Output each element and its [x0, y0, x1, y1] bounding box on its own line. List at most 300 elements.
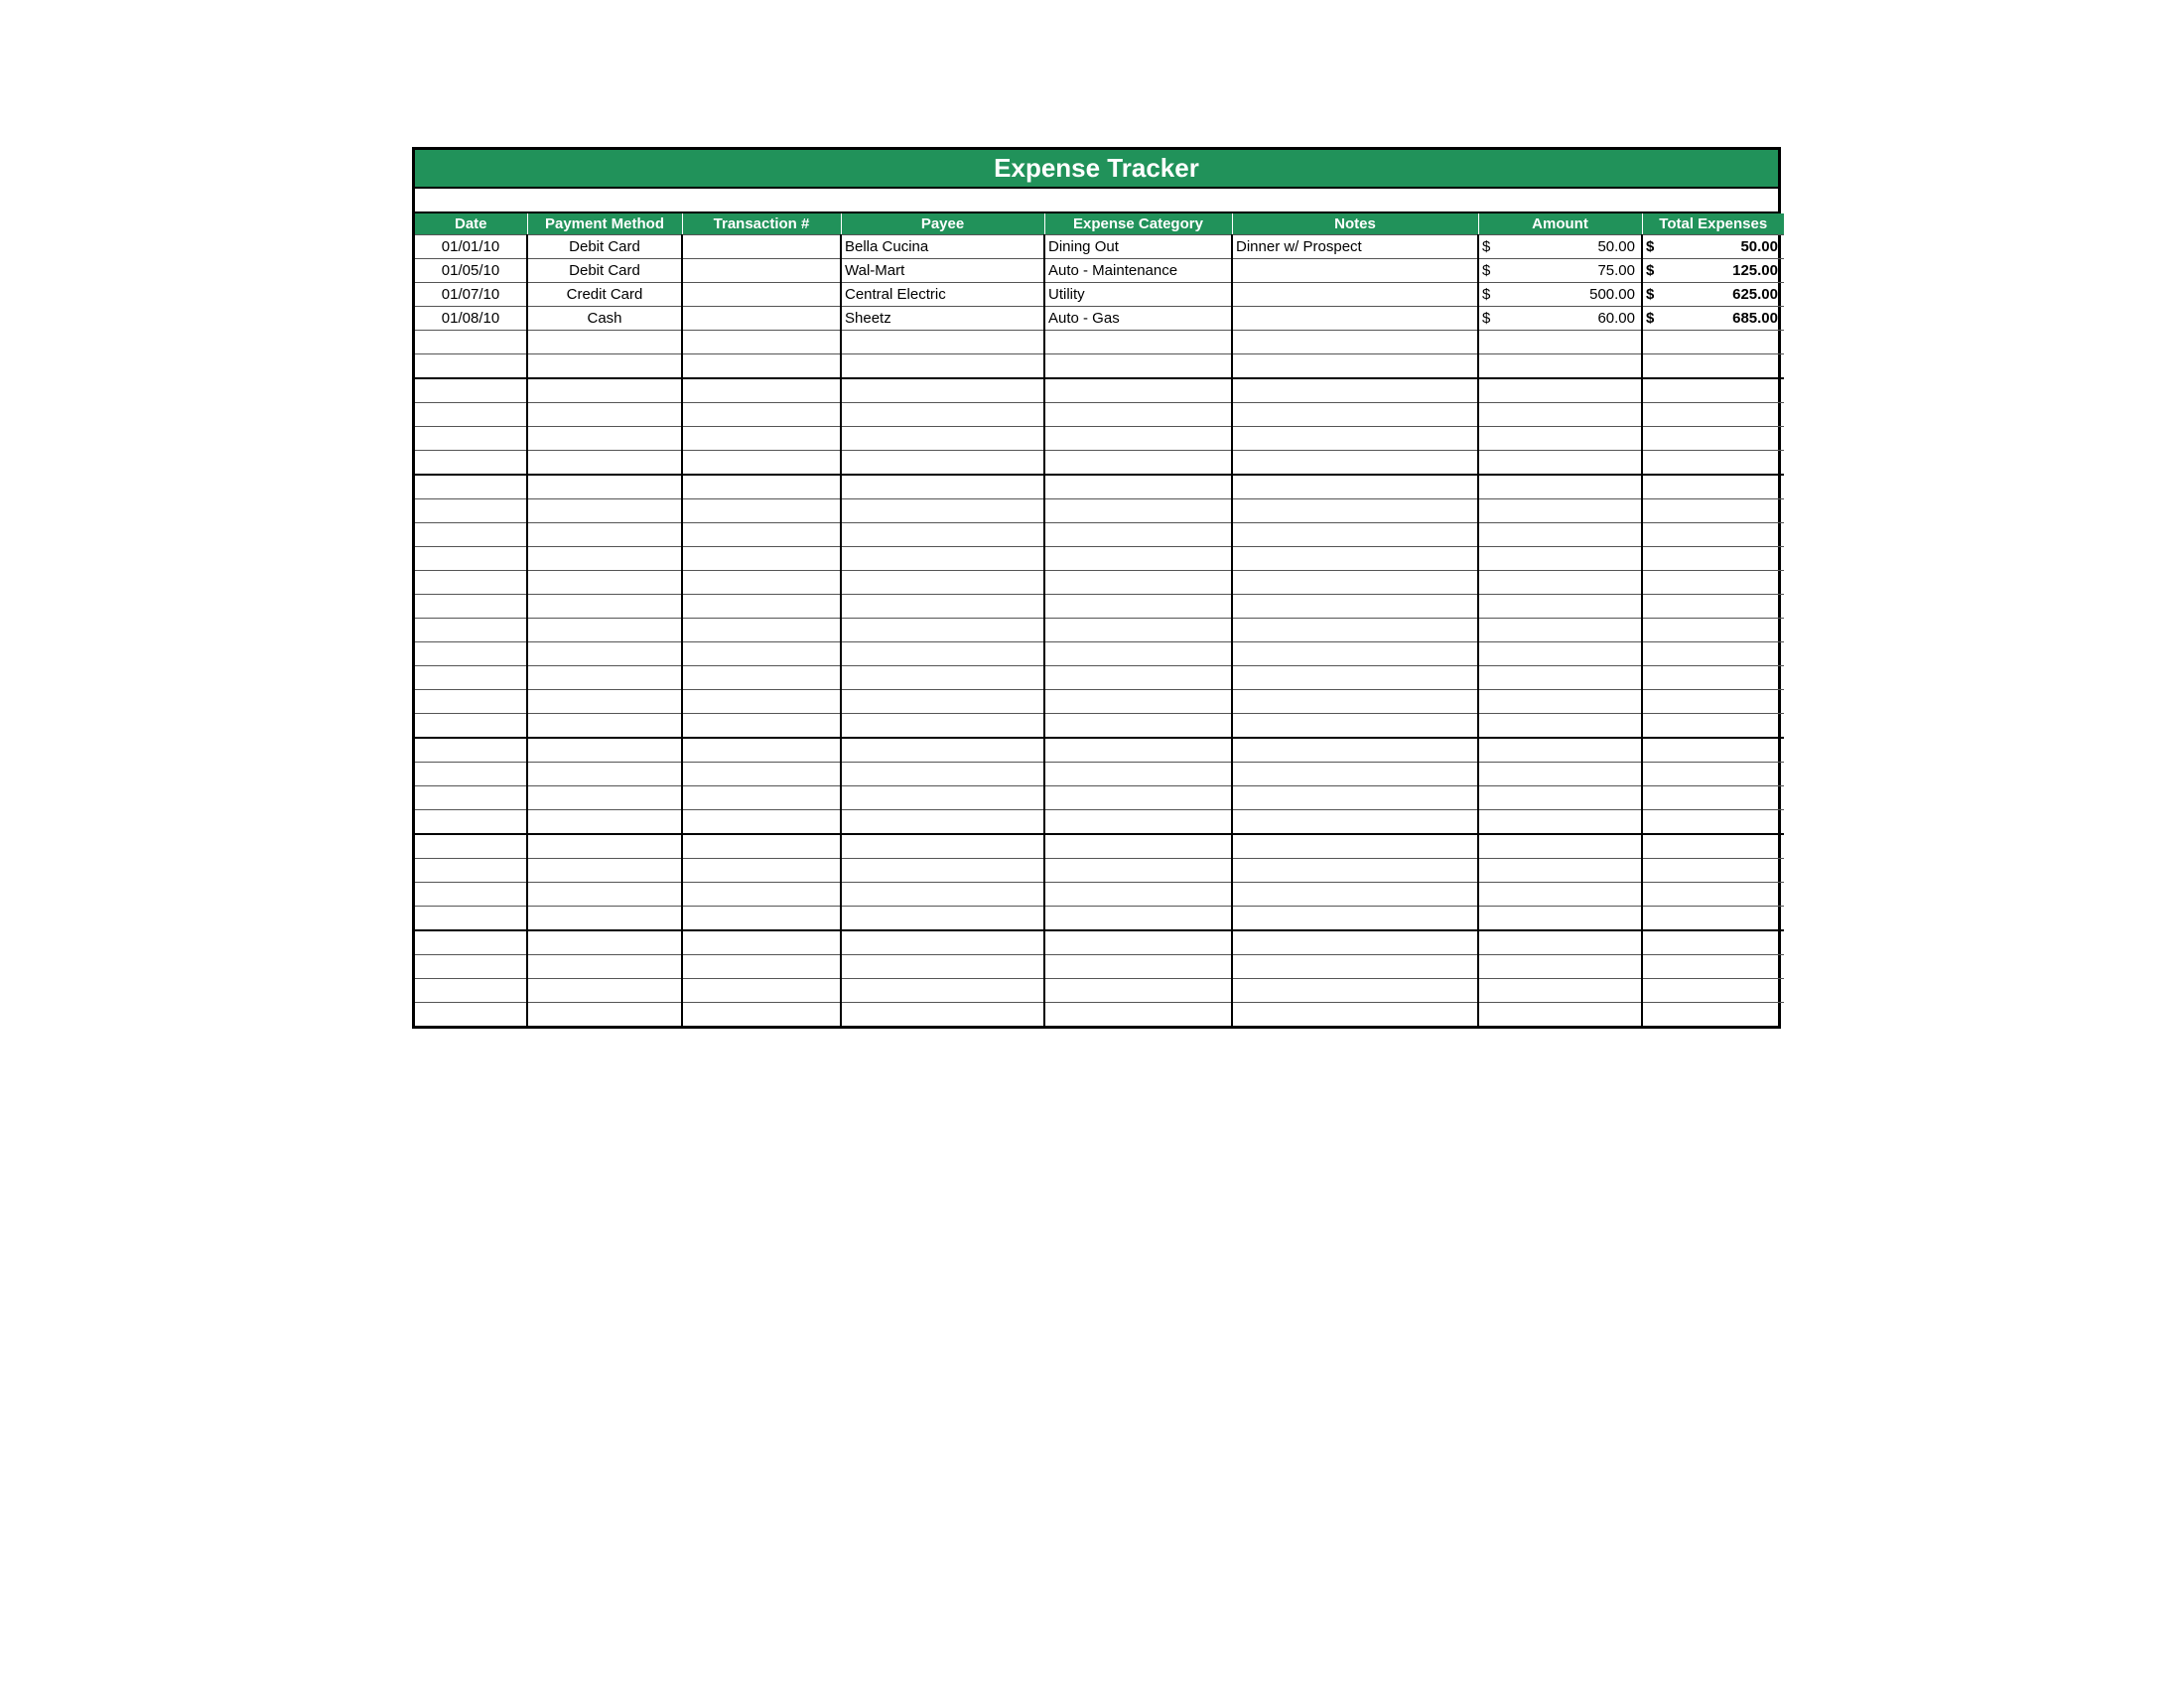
cell-total-expenses[interactable] [1642, 883, 1784, 907]
cell-date[interactable] [415, 595, 527, 619]
cell-notes[interactable] [1232, 666, 1478, 690]
cell-amount[interactable] [1478, 714, 1642, 739]
cell-payment-method[interactable] [527, 642, 682, 666]
cell-payee[interactable] [841, 714, 1044, 739]
table-row [415, 378, 1784, 403]
cell-amount[interactable] [1478, 499, 1642, 523]
cell-total-expenses[interactable] [1642, 619, 1784, 642]
cell-amount[interactable] [1478, 955, 1642, 979]
cell-transaction-number[interactable] [682, 427, 841, 451]
cell-total-expenses[interactable] [1642, 763, 1784, 786]
cell-expense-category[interactable] [1044, 547, 1232, 571]
table-row [415, 499, 1784, 523]
cell-payment-method[interactable] [527, 1003, 682, 1027]
cell-payment-method[interactable] [527, 547, 682, 571]
cell-date[interactable] [415, 619, 527, 642]
table-row [415, 859, 1784, 883]
cell-payee[interactable]: Bella Cucina [841, 235, 1044, 259]
cell-amount[interactable] [1478, 859, 1642, 883]
cell-payee[interactable] [841, 354, 1044, 379]
table-row [415, 523, 1784, 547]
cell-payment-method[interactable] [527, 666, 682, 690]
cell-payee[interactable] [841, 619, 1044, 642]
cell-transaction-number[interactable] [682, 547, 841, 571]
cell-payee[interactable] [841, 907, 1044, 931]
cell-payee[interactable] [841, 859, 1044, 883]
cell-payment-method[interactable] [527, 619, 682, 642]
currency-symbol: $ [1646, 286, 1655, 303]
cell-amount[interactable] [1478, 331, 1642, 354]
cell-date[interactable] [415, 810, 527, 835]
cell-total-expenses[interactable] [1642, 475, 1784, 499]
cell-amount[interactable] [1478, 307, 1642, 331]
cell-transaction-number[interactable] [682, 859, 841, 883]
cell-transaction-number[interactable] [682, 523, 841, 547]
cell-payee[interactable] [841, 883, 1044, 907]
cell-expense-category[interactable] [1044, 427, 1232, 451]
cell-transaction-number[interactable] [682, 930, 841, 955]
cell-transaction-number[interactable] [682, 834, 841, 859]
cell-transaction-number[interactable] [682, 955, 841, 979]
cell-expense-category[interactable] [1044, 403, 1232, 427]
cell-expense-category[interactable]: Auto - Gas [1044, 307, 1232, 331]
cell-payee[interactable] [841, 1003, 1044, 1027]
cell-total-expenses[interactable] [1642, 499, 1784, 523]
cell-notes[interactable] [1232, 499, 1478, 523]
cell-expense-category[interactable]: Dining Out [1044, 235, 1232, 259]
cell-notes[interactable] [1232, 930, 1478, 955]
cell-payee[interactable] [841, 666, 1044, 690]
cell-notes[interactable] [1232, 331, 1478, 354]
cell-transaction-number[interactable] [682, 283, 841, 307]
cell-expense-category[interactable] [1044, 475, 1232, 499]
cell-notes[interactable] [1232, 378, 1478, 403]
cell-expense-category[interactable] [1044, 738, 1232, 763]
cell-notes[interactable] [1232, 595, 1478, 619]
cell-payee[interactable] [841, 547, 1044, 571]
currency-symbol: $ [1482, 310, 1491, 327]
cell-amount[interactable] [1478, 378, 1642, 403]
cell-notes[interactable] [1232, 642, 1478, 666]
cell-amount[interactable] [1478, 786, 1642, 810]
cell-expense-category[interactable] [1044, 690, 1232, 714]
cell-transaction-number[interactable] [682, 883, 841, 907]
cell-notes[interactable] [1232, 354, 1478, 379]
cell-expense-category[interactable] [1044, 979, 1232, 1003]
cell-amount[interactable] [1478, 907, 1642, 931]
cell-date[interactable] [415, 475, 527, 499]
cell-expense-category[interactable] [1044, 451, 1232, 476]
cell-amount[interactable] [1478, 763, 1642, 786]
cell-transaction-number[interactable] [682, 619, 841, 642]
cell-date[interactable] [415, 523, 527, 547]
spacer-row [415, 187, 1778, 213]
cell-total-expenses[interactable] [1642, 547, 1784, 571]
cell-amount[interactable] [1478, 930, 1642, 955]
cell-transaction-number[interactable] [682, 451, 841, 476]
cell-payment-method[interactable] [527, 690, 682, 714]
table-row [415, 354, 1784, 379]
cell-payee[interactable] [841, 979, 1044, 1003]
cell-payment-method[interactable] [527, 475, 682, 499]
cell-date[interactable]: 01/05/10 [415, 259, 527, 283]
cell-payment-method[interactable]: Debit Card [527, 235, 682, 259]
cell-payee[interactable] [841, 499, 1044, 523]
cell-payee[interactable] [841, 642, 1044, 666]
cell-total-expenses[interactable] [1642, 283, 1784, 307]
cell-date[interactable] [415, 331, 527, 354]
cell-notes[interactable] [1232, 307, 1478, 331]
cell-amount[interactable] [1478, 666, 1642, 690]
total-value: 685.00 [1732, 310, 1778, 327]
cell-expense-category[interactable] [1044, 955, 1232, 979]
cell-total-expenses[interactable] [1642, 714, 1784, 739]
cell-payment-method[interactable]: Credit Card [527, 283, 682, 307]
table-row [415, 427, 1784, 451]
cell-transaction-number[interactable] [682, 354, 841, 379]
cell-payee[interactable] [841, 930, 1044, 955]
cell-transaction-number[interactable] [682, 378, 841, 403]
cell-transaction-number[interactable] [682, 810, 841, 835]
cell-payment-method[interactable] [527, 499, 682, 523]
cell-total-expenses[interactable] [1642, 955, 1784, 979]
cell-date[interactable]: 01/01/10 [415, 235, 527, 259]
header-expense-category: Expense Category [1044, 213, 1232, 235]
cell-total-expenses[interactable] [1642, 738, 1784, 763]
cell-payment-method[interactable] [527, 763, 682, 786]
cell-total-expenses[interactable] [1642, 786, 1784, 810]
cell-date[interactable] [415, 859, 527, 883]
cell-amount[interactable] [1478, 523, 1642, 547]
cell-amount[interactable] [1478, 354, 1642, 379]
cell-date[interactable] [415, 547, 527, 571]
cell-expense-category[interactable] [1044, 331, 1232, 354]
cell-expense-category[interactable] [1044, 834, 1232, 859]
cell-date[interactable] [415, 834, 527, 859]
cell-payment-method[interactable] [527, 451, 682, 476]
cell-expense-category[interactable] [1044, 666, 1232, 690]
cell-notes[interactable] [1232, 834, 1478, 859]
cell-total-expenses[interactable] [1642, 642, 1784, 666]
cell-payment-method[interactable] [527, 403, 682, 427]
cell-payee[interactable]: Central Electric [841, 283, 1044, 307]
cell-payee[interactable] [841, 786, 1044, 810]
cell-date[interactable] [415, 690, 527, 714]
cell-date[interactable] [415, 451, 527, 476]
cell-date[interactable] [415, 571, 527, 595]
table-row [415, 595, 1784, 619]
cell-payment-method[interactable] [527, 595, 682, 619]
cell-total-expenses[interactable] [1642, 666, 1784, 690]
cell-expense-category[interactable] [1044, 571, 1232, 595]
cell-payment-method[interactable] [527, 378, 682, 403]
cell-amount[interactable] [1478, 738, 1642, 763]
cell-date[interactable] [415, 642, 527, 666]
table-body [415, 235, 1784, 1027]
cell-payee[interactable] [841, 403, 1044, 427]
table-row [415, 451, 1784, 476]
cell-transaction-number[interactable] [682, 475, 841, 499]
cell-payee[interactable] [841, 738, 1044, 763]
cell-payee[interactable] [841, 475, 1044, 499]
cell-transaction-number[interactable] [682, 690, 841, 714]
cell-expense-category[interactable] [1044, 714, 1232, 739]
cell-amount[interactable] [1478, 283, 1642, 307]
table-row [415, 786, 1784, 810]
cell-notes[interactable] [1232, 403, 1478, 427]
cell-payment-method[interactable] [527, 571, 682, 595]
cell-expense-category[interactable]: Utility [1044, 283, 1232, 307]
cell-amount[interactable] [1478, 235, 1642, 259]
cell-payment-method[interactable] [527, 427, 682, 451]
cell-payee[interactable] [841, 451, 1044, 476]
cell-total-expenses[interactable] [1642, 403, 1784, 427]
cell-expense-category[interactable] [1044, 378, 1232, 403]
cell-total-expenses[interactable] [1642, 235, 1784, 259]
cell-notes[interactable] [1232, 547, 1478, 571]
cell-amount[interactable] [1478, 259, 1642, 283]
cell-date[interactable] [415, 786, 527, 810]
cell-date[interactable] [415, 666, 527, 690]
cell-payment-method[interactable] [527, 979, 682, 1003]
cell-payment-method[interactable] [527, 738, 682, 763]
table-row [415, 547, 1784, 571]
cell-amount[interactable] [1478, 690, 1642, 714]
cell-notes[interactable] [1232, 690, 1478, 714]
cell-transaction-number[interactable] [682, 571, 841, 595]
cell-amount[interactable] [1478, 883, 1642, 907]
cell-payment-method[interactable] [527, 786, 682, 810]
cell-date[interactable]: 01/07/10 [415, 283, 527, 307]
cell-total-expenses[interactable] [1642, 354, 1784, 379]
cell-transaction-number[interactable] [682, 235, 841, 259]
cell-notes[interactable] [1232, 859, 1478, 883]
header-notes: Notes [1232, 213, 1478, 235]
cell-total-expenses[interactable] [1642, 930, 1784, 955]
cell-total-expenses[interactable] [1642, 571, 1784, 595]
cell-payment-method[interactable] [527, 810, 682, 835]
cell-transaction-number[interactable] [682, 499, 841, 523]
cell-notes[interactable] [1232, 955, 1478, 979]
cell-payment-method[interactable] [527, 883, 682, 907]
cell-expense-category[interactable]: Auto - Maintenance [1044, 259, 1232, 283]
cell-amount[interactable] [1478, 571, 1642, 595]
cell-date[interactable] [415, 738, 527, 763]
cell-date[interactable] [415, 979, 527, 1003]
cell-date[interactable] [415, 907, 527, 931]
cell-payment-method[interactable] [527, 834, 682, 859]
table-row [415, 883, 1784, 907]
cell-payment-method[interactable] [527, 354, 682, 379]
cell-transaction-number[interactable] [682, 714, 841, 739]
table-row [415, 403, 1784, 427]
cell-amount[interactable] [1478, 475, 1642, 499]
cell-amount[interactable] [1478, 451, 1642, 476]
cell-amount[interactable] [1478, 595, 1642, 619]
cell-expense-category[interactable] [1044, 763, 1232, 786]
cell-total-expenses[interactable] [1642, 427, 1784, 451]
cell-transaction-number[interactable] [682, 331, 841, 354]
cell-expense-category[interactable] [1044, 642, 1232, 666]
cell-expense-category[interactable] [1044, 1003, 1232, 1027]
cell-total-expenses[interactable] [1642, 1003, 1784, 1027]
cell-notes[interactable] [1232, 619, 1478, 642]
cell-date[interactable] [415, 354, 527, 379]
table-row [415, 810, 1784, 835]
cell-amount[interactable] [1478, 642, 1642, 666]
cell-notes[interactable] [1232, 451, 1478, 476]
cell-date[interactable] [415, 403, 527, 427]
cell-expense-category[interactable] [1044, 883, 1232, 907]
total-value: 50.00 [1740, 238, 1778, 255]
cell-payee[interactable] [841, 834, 1044, 859]
cell-expense-category[interactable] [1044, 523, 1232, 547]
cell-transaction-number[interactable] [682, 642, 841, 666]
cell-date[interactable] [415, 378, 527, 403]
cell-expense-category[interactable] [1044, 786, 1232, 810]
cell-total-expenses[interactable] [1642, 979, 1784, 1003]
cell-transaction-number[interactable] [682, 786, 841, 810]
table-row [415, 907, 1784, 931]
header-date: Date [415, 213, 527, 235]
cell-payee[interactable] [841, 955, 1044, 979]
cell-expense-category[interactable] [1044, 499, 1232, 523]
cell-payment-method[interactable] [527, 714, 682, 739]
cell-date[interactable] [415, 763, 527, 786]
amount-value: 50.00 [1597, 238, 1635, 255]
cell-notes[interactable]: Dinner w/ Prospect [1232, 235, 1478, 259]
cell-notes[interactable] [1232, 907, 1478, 931]
cell-transaction-number[interactable] [682, 666, 841, 690]
cell-transaction-number[interactable] [682, 907, 841, 931]
cell-transaction-number[interactable] [682, 259, 841, 283]
header-payment-method: Payment Method [527, 213, 682, 235]
cell-payee[interactable] [841, 690, 1044, 714]
cell-total-expenses[interactable] [1642, 690, 1784, 714]
cell-total-expenses[interactable] [1642, 834, 1784, 859]
cell-amount[interactable] [1478, 403, 1642, 427]
cell-payment-method[interactable] [527, 859, 682, 883]
cell-notes[interactable] [1232, 283, 1478, 307]
cell-total-expenses[interactable] [1642, 859, 1784, 883]
cell-total-expenses[interactable] [1642, 259, 1784, 283]
cell-payee[interactable] [841, 378, 1044, 403]
cell-payee[interactable] [841, 427, 1044, 451]
cell-notes[interactable] [1232, 1003, 1478, 1027]
cell-expense-category[interactable] [1044, 354, 1232, 379]
cell-payee[interactable] [841, 571, 1044, 595]
cell-payment-method[interactable] [527, 331, 682, 354]
cell-amount[interactable] [1478, 834, 1642, 859]
cell-transaction-number[interactable] [682, 307, 841, 331]
cell-total-expenses[interactable] [1642, 810, 1784, 835]
cell-notes[interactable] [1232, 738, 1478, 763]
cell-notes[interactable] [1232, 523, 1478, 547]
header-total-expenses: Total Expenses [1642, 213, 1784, 235]
cell-date[interactable] [415, 955, 527, 979]
table-row [415, 331, 1784, 354]
header-amount: Amount [1478, 213, 1642, 235]
cell-date[interactable] [415, 714, 527, 739]
cell-transaction-number[interactable] [682, 763, 841, 786]
cell-transaction-number[interactable] [682, 979, 841, 1003]
cell-total-expenses[interactable] [1642, 523, 1784, 547]
cell-amount[interactable] [1478, 810, 1642, 835]
cell-date[interactable] [415, 930, 527, 955]
currency-symbol: $ [1482, 262, 1491, 279]
cell-notes[interactable] [1232, 427, 1478, 451]
cell-transaction-number[interactable] [682, 738, 841, 763]
cell-total-expenses[interactable] [1642, 331, 1784, 354]
cell-payee[interactable]: Sheetz [841, 307, 1044, 331]
cell-date[interactable]: 01/08/10 [415, 307, 527, 331]
cell-amount[interactable] [1478, 619, 1642, 642]
total-value: 625.00 [1732, 286, 1778, 303]
cell-payment-method[interactable]: Cash [527, 307, 682, 331]
cell-date[interactable] [415, 1003, 527, 1027]
cell-expense-category[interactable] [1044, 859, 1232, 883]
cell-payee[interactable]: Wal-Mart [841, 259, 1044, 283]
currency-symbol: $ [1482, 238, 1491, 255]
cell-transaction-number[interactable] [682, 1003, 841, 1027]
currency-symbol: $ [1646, 310, 1655, 327]
cell-total-expenses[interactable] [1642, 907, 1784, 931]
cell-payment-method[interactable] [527, 930, 682, 955]
cell-payment-method[interactable]: Debit Card [527, 259, 682, 283]
cell-payee[interactable] [841, 763, 1044, 786]
table-row [415, 690, 1784, 714]
table-row [415, 307, 1784, 331]
cell-total-expenses[interactable] [1642, 307, 1784, 331]
cell-amount[interactable] [1478, 547, 1642, 571]
cell-expense-category[interactable] [1044, 595, 1232, 619]
cell-notes[interactable] [1232, 979, 1478, 1003]
cell-expense-category[interactable] [1044, 619, 1232, 642]
cell-notes[interactable] [1232, 475, 1478, 499]
cell-transaction-number[interactable] [682, 595, 841, 619]
cell-notes[interactable] [1232, 763, 1478, 786]
cell-expense-category[interactable] [1044, 907, 1232, 931]
cell-date[interactable] [415, 883, 527, 907]
cell-payment-method[interactable] [527, 907, 682, 931]
cell-notes[interactable] [1232, 786, 1478, 810]
cell-date[interactable] [415, 499, 527, 523]
cell-transaction-number[interactable] [682, 403, 841, 427]
cell-payee[interactable] [841, 523, 1044, 547]
cell-total-expenses[interactable] [1642, 378, 1784, 403]
cell-expense-category[interactable] [1044, 810, 1232, 835]
cell-payee[interactable] [841, 331, 1044, 354]
cell-notes[interactable] [1232, 571, 1478, 595]
cell-amount[interactable] [1478, 979, 1642, 1003]
cell-expense-category[interactable] [1044, 930, 1232, 955]
cell-total-expenses[interactable] [1642, 595, 1784, 619]
cell-notes[interactable] [1232, 883, 1478, 907]
cell-amount[interactable] [1478, 427, 1642, 451]
cell-notes[interactable] [1232, 714, 1478, 739]
table-row [415, 714, 1784, 739]
cell-amount[interactable] [1478, 1003, 1642, 1027]
cell-notes[interactable] [1232, 810, 1478, 835]
cell-payee[interactable] [841, 595, 1044, 619]
cell-date[interactable] [415, 427, 527, 451]
table-row [415, 571, 1784, 595]
cell-total-expenses[interactable] [1642, 451, 1784, 476]
cell-payment-method[interactable] [527, 523, 682, 547]
cell-payee[interactable] [841, 810, 1044, 835]
cell-payment-method[interactable] [527, 955, 682, 979]
cell-notes[interactable] [1232, 259, 1478, 283]
